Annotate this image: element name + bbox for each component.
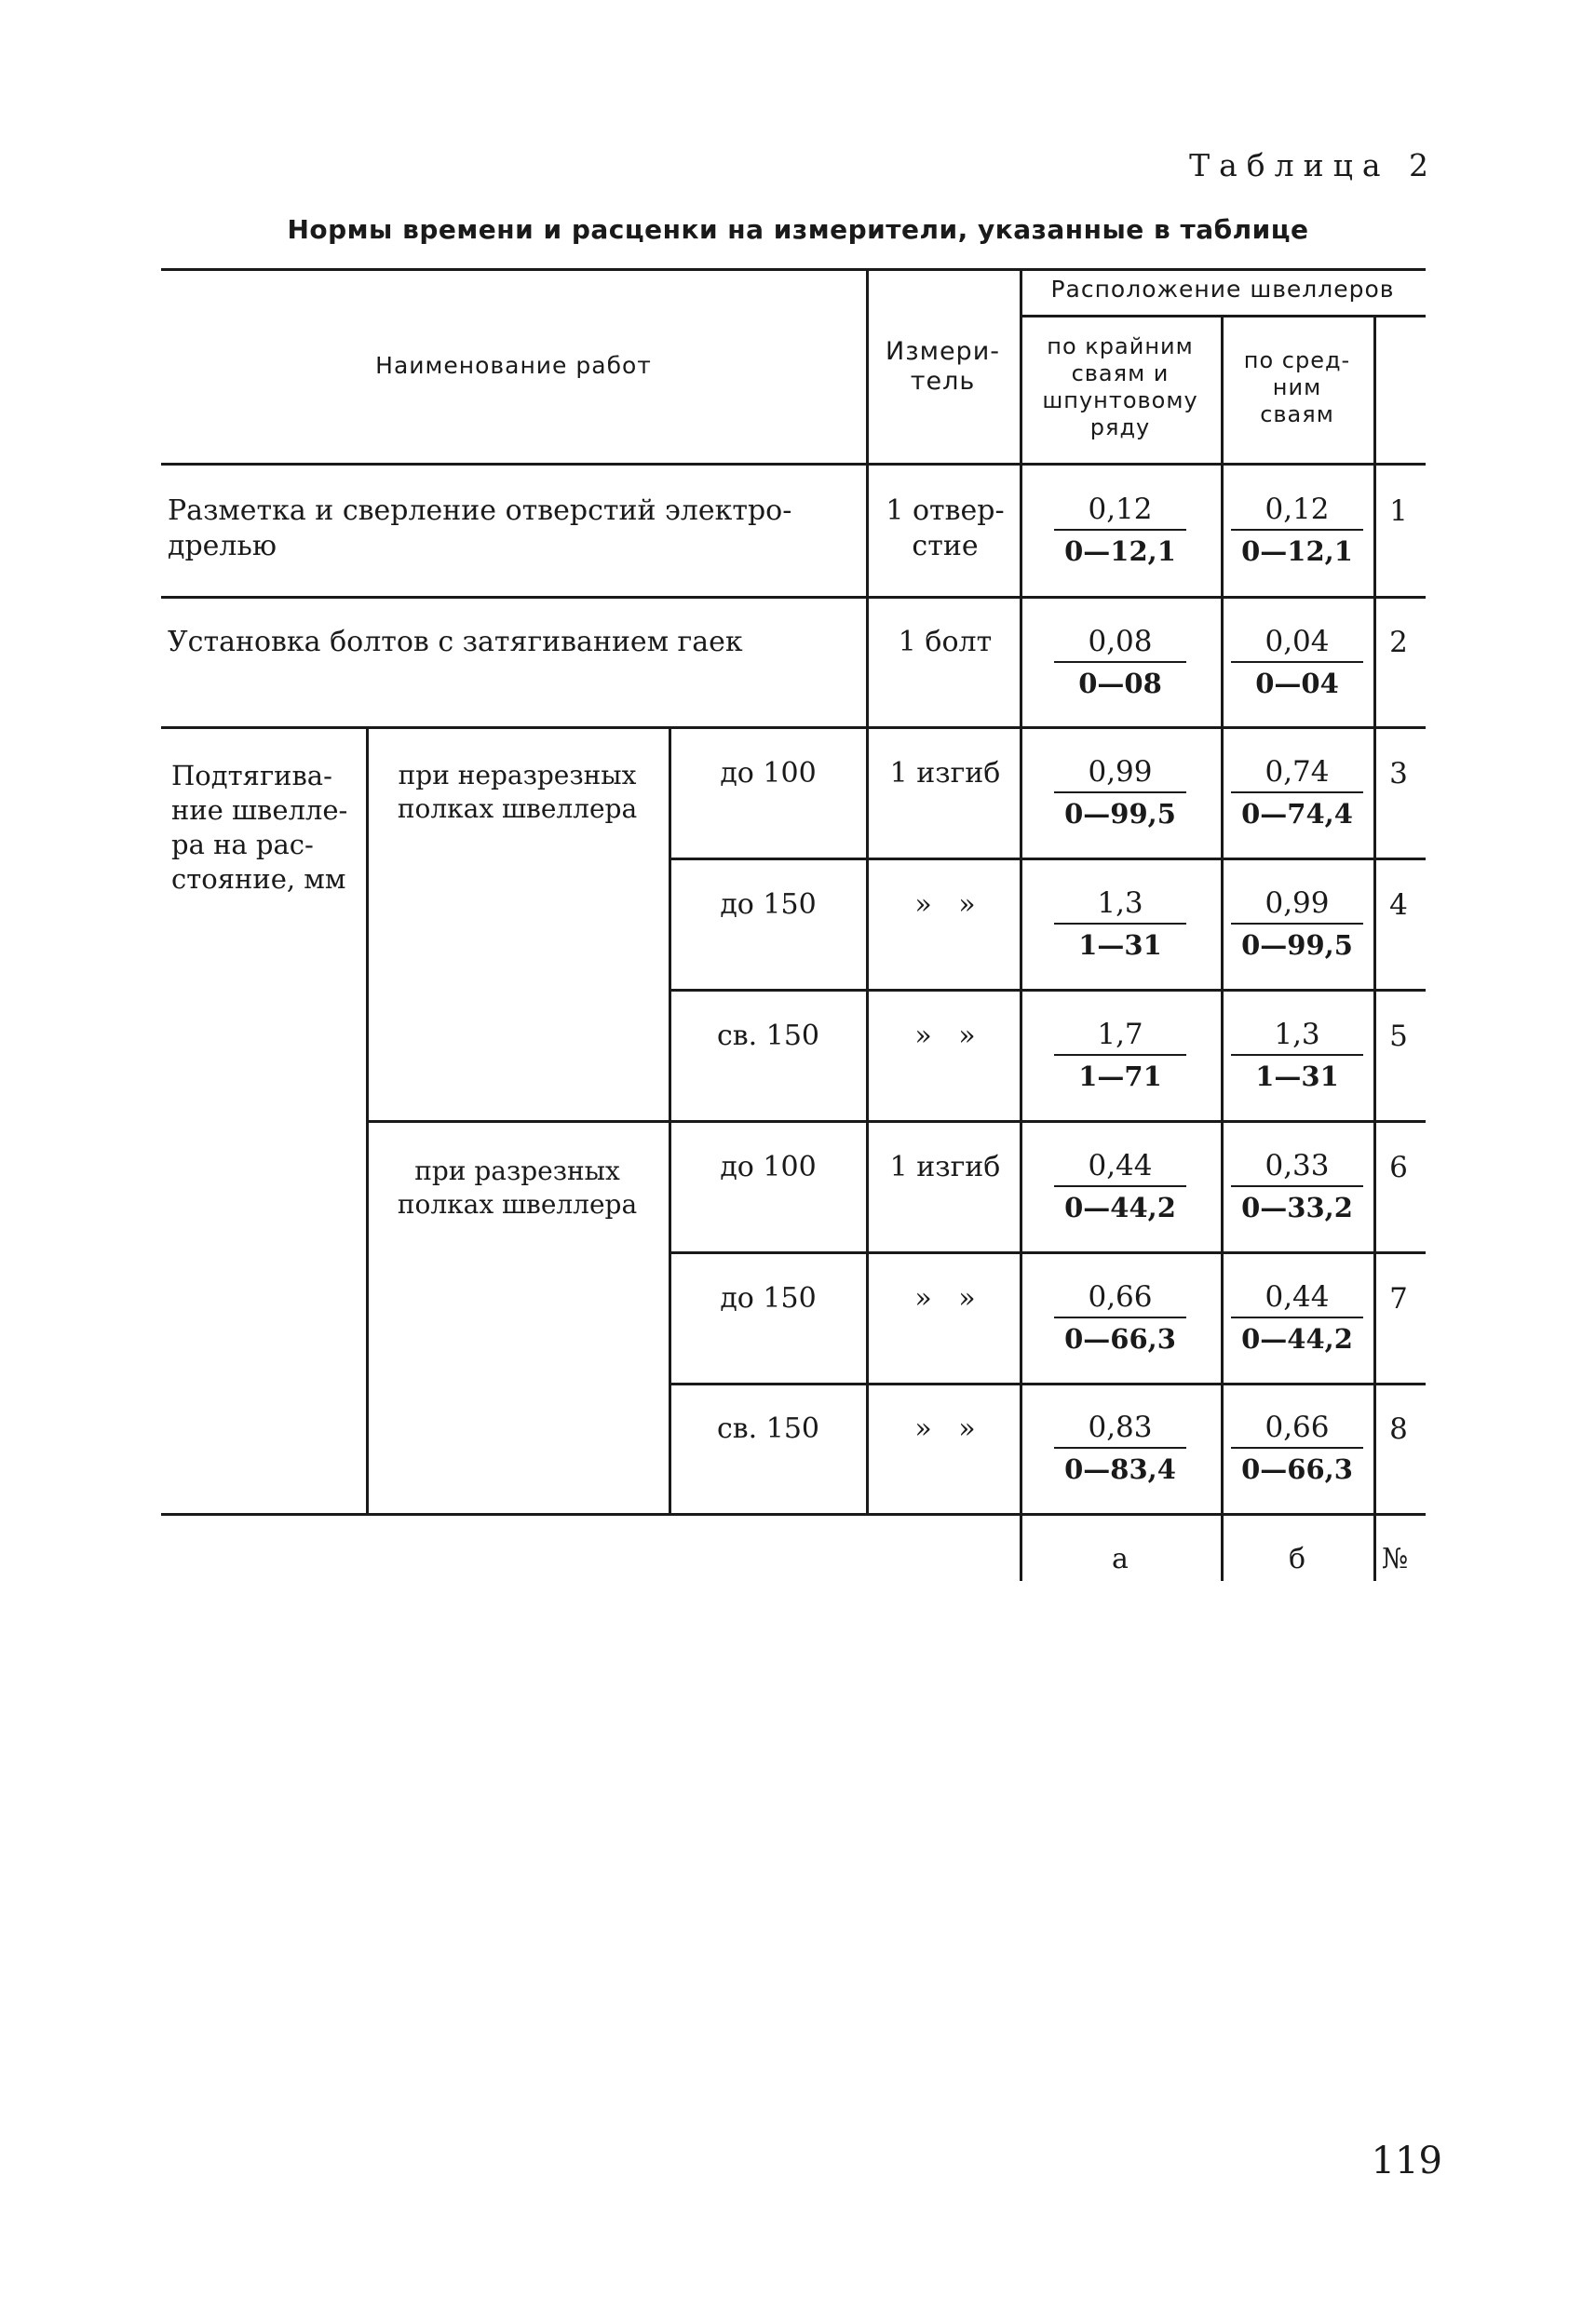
row-5-col-a: 1,7 1—71 (1027, 1017, 1213, 1093)
row-1-col-b: 0,12 0—12,1 (1204, 492, 1390, 568)
row-8-number: 8 (1389, 1412, 1408, 1446)
row-1-number: 1 (1389, 494, 1408, 528)
row-2-work: Установка болтов с затягиванием гаек (168, 626, 743, 658)
row-5-meter: » » (914, 1020, 976, 1052)
header-meter: Измери- тель (886, 337, 1000, 396)
subgroup-uncut-label: при неразрезных полках швеллера (397, 760, 638, 824)
row-6-col-a: 0,44 0—44,2 (1027, 1148, 1213, 1224)
footer-col-number: № (1382, 1543, 1409, 1575)
row-2-meter: 1 болт (898, 626, 993, 658)
row-5-col-b: 1,3 1—31 (1204, 1017, 1390, 1093)
row-6-number: 6 (1389, 1151, 1408, 1184)
row-8-col-b: 0,66 0—66,3 (1204, 1410, 1390, 1486)
table-caption: Нормы времени и расценки на измерители, указанные в таблице (287, 214, 1309, 245)
row-4-col-a: 1,3 1—31 (1027, 885, 1213, 962)
header-middle-piles: по сред- ним сваям (1243, 347, 1351, 427)
row-4-number: 4 (1389, 888, 1408, 922)
group-label: Подтягива- ние швелле- ра на рас- стояние, мм (171, 760, 348, 895)
footer-col-b: б (1288, 1543, 1306, 1575)
row-8-meter: » » (914, 1412, 976, 1445)
footer-col-a: а (1112, 1543, 1129, 1575)
row-4-distance: до 150 (720, 888, 817, 921)
row-1-work: Разметка и сверление отверстий электро- дрелью (168, 494, 792, 562)
row-3-col-b: 0,74 0—74,4 (1204, 754, 1390, 831)
row-7-col-a: 0,66 0—66,3 (1027, 1279, 1213, 1356)
row-8-distance: св. 150 (716, 1412, 820, 1445)
subgroup-cut-label: при разрезных полках швеллера (397, 1155, 638, 1220)
row-6-meter: 1 изгиб (889, 1151, 1001, 1183)
row-5-number: 5 (1389, 1020, 1408, 1053)
row-7-distance: до 150 (720, 1282, 817, 1315)
row-6-distance: до 100 (720, 1151, 817, 1183)
row-7-number: 7 (1389, 1282, 1408, 1316)
row-3-meter: 1 изгиб (889, 757, 1001, 790)
row-3-col-a: 0,99 0—99,5 (1027, 754, 1213, 831)
row-6-col-b: 0,33 0—33,2 (1204, 1148, 1390, 1224)
row-2-number: 2 (1389, 626, 1408, 659)
header-edge-piles: по крайним сваям и шпунтовому ряду (1042, 333, 1198, 440)
row-2-col-b: 0,04 0—04 (1204, 624, 1390, 700)
row-7-col-b: 0,44 0—44,2 (1204, 1279, 1390, 1356)
table-label: Таблица 2 (1189, 147, 1438, 183)
row-3-number: 3 (1389, 757, 1408, 790)
header-work-name: Наименование работ (375, 352, 652, 379)
header-location: Расположение швеллеров (1050, 276, 1395, 303)
row-5-distance: св. 150 (716, 1020, 820, 1052)
row-3-distance: до 100 (720, 757, 817, 790)
row-1-col-a: 0,12 0—12,1 (1027, 492, 1213, 568)
row-1-meter: 1 отвер- стие (886, 494, 1005, 562)
row-7-meter: » » (914, 1282, 976, 1315)
row-2-col-a: 0,08 0—08 (1027, 624, 1213, 700)
page-number: 119 (1371, 2140, 1442, 2182)
row-4-col-b: 0,99 0—99,5 (1204, 885, 1390, 962)
row-8-col-a: 0,83 0—83,4 (1027, 1410, 1213, 1486)
row-4-meter: » » (914, 888, 976, 921)
